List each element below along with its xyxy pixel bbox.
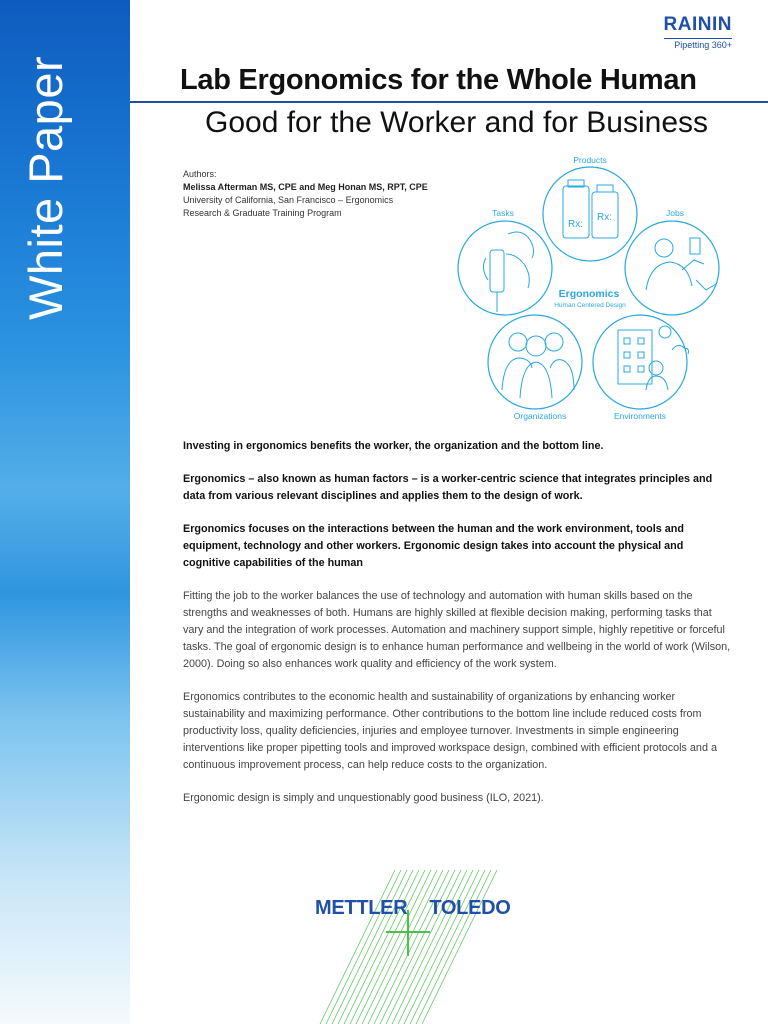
people-group-icon	[502, 333, 574, 398]
brand-tagline: Pipetting 360+	[664, 38, 732, 50]
logo-word-right: TOLEDO	[429, 897, 511, 919]
building-icon	[618, 326, 689, 390]
body-text	[183, 438, 731, 823]
paragraph-focus: Ergonomics focuses on the interactions between the human and the work environment, tools and equipment, technology and other workers. Ergonomic design takes into account the physical and cognitive capabilities of the human	[183, 523, 684, 569]
environments-circle	[593, 315, 687, 409]
ergonomics-diagram	[450, 150, 740, 425]
authors-block	[183, 168, 453, 220]
paragraph-definition: Ergonomics – also known as human factors – is a worker-centric science that integrates principles and data from various relevant disciplines and applies them to the design of work.	[183, 473, 713, 502]
rx-label-2: Rx:	[597, 212, 612, 223]
jobs-label: Jobs	[666, 208, 684, 218]
author-affiliation-1: University of California, San Francisco – Ergonomics	[183, 195, 394, 205]
pipette-hand-icon	[483, 232, 533, 312]
paragraph-conclusion: Ergonomic design is simply and unquestionably good business (ILO, 2021).	[183, 792, 544, 804]
authors-label: Authors:	[183, 169, 217, 179]
organizations-label: Organizations	[513, 411, 567, 421]
rx-label-1: Rx:	[568, 219, 583, 230]
logo-word-left: METTLER	[315, 897, 408, 919]
paragraph-economics: Ergonomics contributes to the economic health and sustainability of organizations by enhancing worker sustainability and maximizing performance. Other contributions to the bottom line include reduced costs from productivity loss, quality deficiencies, injuries and employee turnover. Investments in simple engineering interventions like proper pipetting tools and improved workspace design, combined with efficient protocols and a continuous improvement process, can help reduce costs to the organization.	[183, 691, 717, 771]
ergonomics-subtitle: Human Centered Design	[554, 302, 626, 309]
mettler-toledo-stripes	[300, 870, 530, 1024]
page-subtitle: Good for the Worker and for Business	[205, 106, 709, 139]
environments-label: Environments	[614, 411, 666, 421]
author-affiliation-2: Research & Graduate Training Program	[183, 208, 342, 218]
jobs-circle	[625, 221, 719, 315]
brand-name: RAININ	[663, 14, 732, 35]
lab-worker-icon	[646, 238, 716, 290]
paragraph-intro: Investing in ergonomics benefits the worker, the organization and the bottom line.	[183, 440, 604, 452]
tasks-circle	[458, 221, 552, 315]
sidebar-banner	[0, 0, 130, 1024]
tasks-label: Tasks	[492, 208, 514, 218]
paragraph-fitting: Fitting the job to the worker balances the use of technology and automation with human skills based on the strengths and weaknesses of both. Humans are highly skilled at flexible decision making, performing tasks that vary and the integration of work processes. Automation and machinery support simple, highly repetitive or forceful tasks. The goal of ergonomic design is to enhance human performance and wellbeing in the world of work (Wilson, 2000). Doing so also enhances work quality and efficiency of the work system.	[183, 590, 731, 670]
rainin-logo	[664, 14, 732, 50]
document-type-label: White Paper	[19, 55, 72, 320]
products-label: Products	[573, 155, 607, 165]
author-names: Melissa Afterman MS, CPE and Meg Honan MS, RPT, CPE	[183, 182, 428, 192]
page-title: Lab Ergonomics for the Whole Human	[180, 64, 697, 96]
ergonomics-title: Ergonomics	[558, 288, 620, 300]
mettler-toledo-logo	[315, 897, 511, 920]
products-circle	[543, 167, 637, 261]
title-divider	[130, 101, 768, 103]
